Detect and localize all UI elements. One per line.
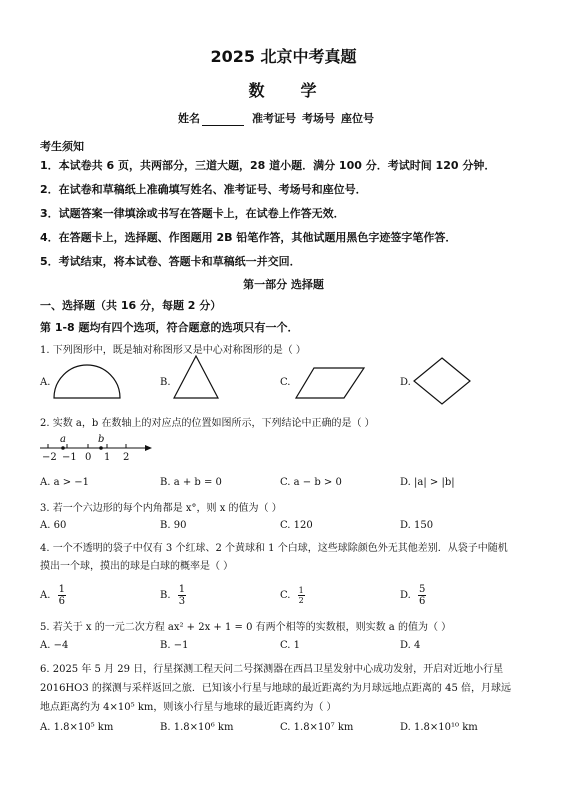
q5-option-c: C. 1 xyxy=(280,640,301,651)
q5-option-a: A. −4 xyxy=(40,640,69,651)
semicircle-figure xyxy=(52,364,122,400)
q5-stem: 5. 若关于 x 的一元二次方程 ax² + 2x + 1 = 0 有两个相等的实数根，则实数 a 的值为（ ） xyxy=(40,622,452,633)
q3-option-c: C. 120 xyxy=(280,520,313,531)
q4-stem-line1: 4. 一个不透明的袋子中仅有 3 个红球、2 个黄球和 1 个白球，这些球除颜色外无其他差别．从袋子中随机 xyxy=(40,543,508,554)
room-label: 考场号 xyxy=(302,112,335,125)
q2-stem: 2. 实数 a，b 在数轴上的对应点的位置如图所示，下列结论中正确的是（ ） xyxy=(40,418,375,429)
q3-stem: 3. 若一个六边形的每个内角都是 x°，则 x 的值为（ ） xyxy=(40,503,282,514)
q1-option-d-label: D. xyxy=(400,377,411,388)
subject-char-1: 数 xyxy=(248,81,267,100)
notice-item-1: 1．本试卷共 6 页，共两部分，三道大题，28 道小题．满分 100 分．考试时间 120 分钟． xyxy=(40,159,496,172)
point-a-label: a xyxy=(60,434,66,445)
section-heading: 一、选择题（共 16 分，每题 2 分） xyxy=(40,299,222,312)
q2-option-c: C. a − b > 0 xyxy=(280,477,342,488)
q2-option-d: D. |a| > |b| xyxy=(400,477,455,488)
student-info-fields xyxy=(178,110,374,126)
name-label: 姓名 xyxy=(178,112,200,125)
q4-fraction-d xyxy=(418,584,426,607)
notice-item-2: 2．在试卷和草稿纸上准确填写姓名、准考证号、考场号和座位号． xyxy=(40,183,367,196)
notice-item-5: 5．考试结束，将本试卷、答题卡和草稿纸一并交回． xyxy=(40,255,301,268)
q2-option-a: A. a > −1 xyxy=(40,477,90,488)
page-title: 2025 北京中考真题 xyxy=(210,47,357,66)
name-blank[interactable] xyxy=(202,115,244,126)
numerator: 5 xyxy=(419,584,426,595)
q6-option-c: C. 1.8×10⁷ km xyxy=(280,722,354,733)
parallelogram-figure xyxy=(294,366,366,400)
tick-label-2: 2 xyxy=(123,452,130,463)
tick-label-minus2: −2 xyxy=(42,452,57,463)
triangle-figure xyxy=(172,354,220,400)
q4-option-d xyxy=(400,584,426,607)
subject-char-2: 学 xyxy=(300,81,319,100)
q4-fraction-a xyxy=(58,584,66,607)
section-instruction: 第 1-8 题均有四个选项，符合题意的选项只有一个． xyxy=(40,321,299,334)
part1-title: 第一部分 选择题 xyxy=(243,278,324,291)
q6-option-b: B. 1.8×10⁶ km xyxy=(160,722,234,733)
q4-option-a-label: A. xyxy=(40,590,51,601)
q4-stem-line2: 摸出一个球，摸出的球是白球的概率是（ ） xyxy=(40,561,234,572)
q5-option-b: B. −1 xyxy=(160,640,189,651)
denominator: 6 xyxy=(419,596,426,607)
q1-stem: 1. 下列图形中，既是轴对称图形又是中心对称图形的是（ ） xyxy=(40,345,306,356)
denominator: 3 xyxy=(178,596,186,607)
notice-heading: 考生须知 xyxy=(40,140,84,153)
q6-stem-line2: 2016HO3 的探测与采样返回之旅．已知该小行星与地球的最近距离约为月球远地点距离的 45 倍，月球远 xyxy=(40,683,511,694)
tick-label-1: 1 xyxy=(104,452,111,463)
q4-option-d-label: D. xyxy=(400,590,411,601)
q1-option-b-label: B. xyxy=(160,377,171,388)
q5-option-d: D. 4 xyxy=(400,640,421,651)
q4-option-b-label: B. xyxy=(160,590,171,601)
tick-label-0: 0 xyxy=(85,452,92,463)
q3-option-a: A. 60 xyxy=(40,520,67,531)
numerator: 1 xyxy=(58,584,65,595)
q6-option-d: D. 1.8×10¹⁰ km xyxy=(400,722,478,733)
q4-fraction-b xyxy=(178,584,186,607)
numerator: 1 xyxy=(298,586,304,595)
q3-option-b: B. 90 xyxy=(160,520,187,531)
q6-stem-line1: 6. 2025 年 5 月 29 日，行星探测工程天问二号探测器在西昌卫星发射中心成功发射，开启对近地小行星 xyxy=(40,664,504,675)
q3-option-d: D. 150 xyxy=(400,520,434,531)
exam-id-label: 准考证号 xyxy=(252,112,296,125)
q1-option-c-label: C. xyxy=(280,377,291,388)
q4-option-c xyxy=(280,586,305,605)
point-b-label: b xyxy=(98,434,105,445)
q1-option-a-label: A. xyxy=(40,377,51,388)
tick-label-minus1: −1 xyxy=(62,452,77,463)
q4-option-b xyxy=(160,584,186,607)
q2-option-b: B. a + b = 0 xyxy=(160,477,222,488)
q4-fraction-c xyxy=(298,586,305,605)
q4-option-a xyxy=(40,584,66,607)
notice-item-4: 4．在答题卡上，选择题、作图题用 2B 铅笔作答，其他试题用黑色字迹签字笔作答． xyxy=(40,231,457,244)
denominator: 2 xyxy=(298,596,304,605)
seat-label: 座位号 xyxy=(341,112,374,125)
q6-stem-line3: 地点距离约为 4×10⁵ km，则该小行星与地球的最近距离约为（ ） xyxy=(40,702,337,713)
notice-item-3: 3．试题答案一律填涂或书写在答题卡上，在试卷上作答无效． xyxy=(40,207,345,220)
rhombus-figure xyxy=(412,356,472,406)
denominator: 6 xyxy=(58,596,65,607)
q6-option-a: A. 1.8×10⁵ km xyxy=(40,722,114,733)
subject-title xyxy=(0,78,567,101)
q4-option-c-label: C. xyxy=(280,590,291,601)
numerator: 1 xyxy=(178,584,186,595)
